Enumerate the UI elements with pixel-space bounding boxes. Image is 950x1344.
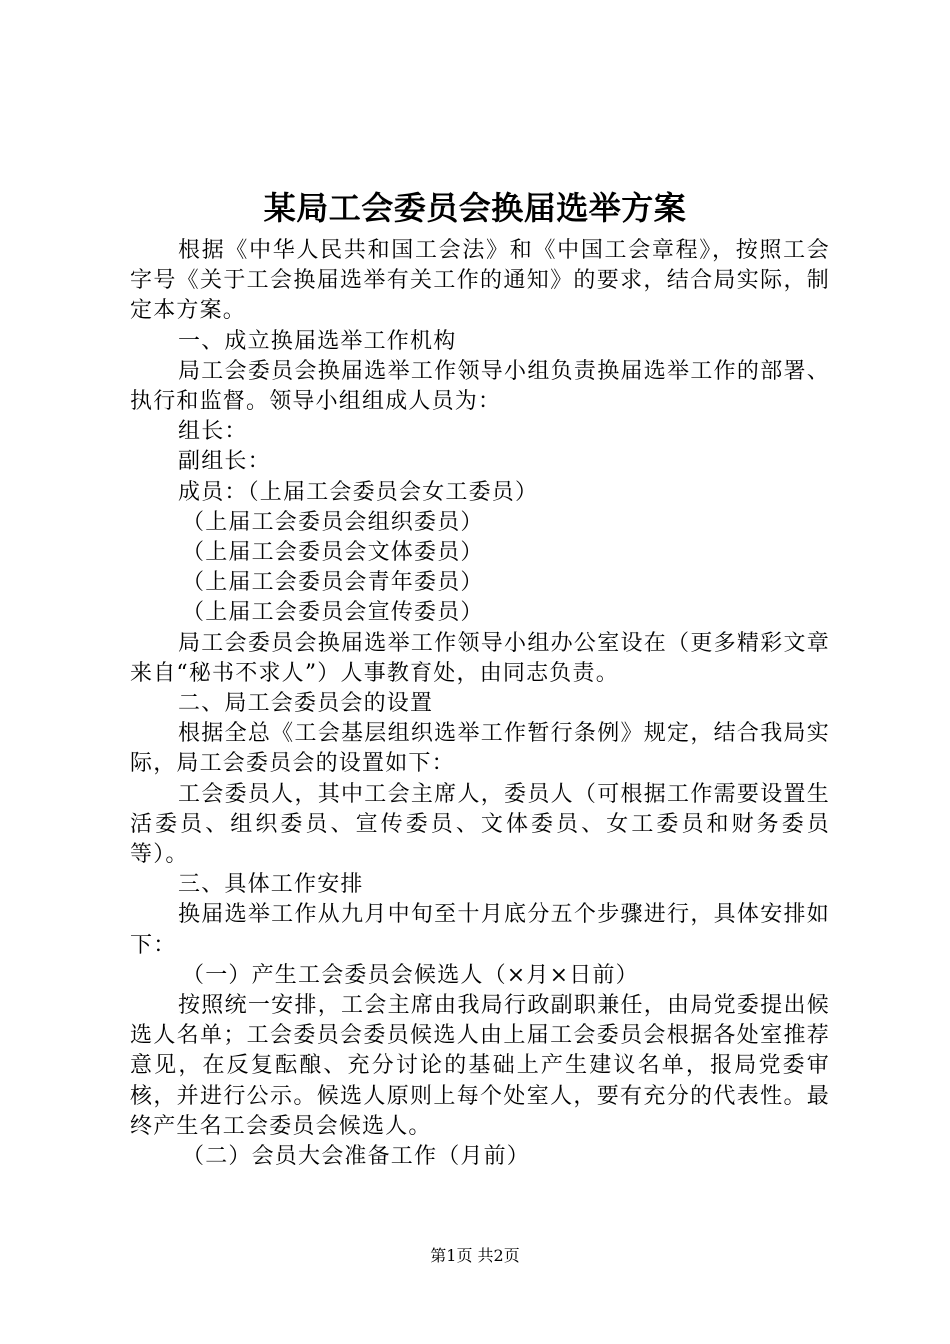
- member-line: （上届工会委员会宣传委员）: [182, 600, 484, 626]
- paragraph: 局工会委员会换届选举工作领导小组负责换届选举工作的部署、执行和监督。领导小组组成人员为：: [130, 358, 830, 415]
- section-heading-2: 二、局工会委员会的设置: [178, 691, 434, 717]
- intro-paragraph: 根据《中华人民共和国工会法》和《中国工会章程》，按照工会字号《关于工会换届选举有关工作的通知》的要求，结合局实际，制定本方案。: [130, 238, 830, 324]
- paragraph: 换届选举工作从九月中旬至十月底分五个步骤进行，具体安排如下：: [130, 902, 830, 958]
- sub-heading-2: （二）会员大会准备工作（月前）: [182, 1144, 531, 1170]
- document-title: 某局工会委员会换届选举方案: [263, 189, 687, 227]
- paragraph: 按照统一安排，工会主席由我局行政副职兼任，由局党委提出候选人名单；工会委员会委员候选人由上届工会委员会根据各处室推荐意见，在反复酝酿、充分讨论的基础上产生建议名单，报局党委审核，并进行公示。候选人原则上每个处室人，要有充分的代表性。最终产生名工会委员会候选人。: [130, 993, 830, 1139]
- member-line: （上届工会委员会文体委员）: [182, 540, 484, 566]
- member-line: （上届工会委员会青年委员）: [182, 570, 484, 596]
- section-heading-3: 三、具体工作安排: [178, 872, 364, 898]
- sub-heading-1: （一）产生工会委员会候选人（×月×日前）: [182, 962, 639, 988]
- paragraph: 局工会委员会换届选举工作领导小组办公室设在（更多精彩文章来自“秘书不求人”）人事教育处，由同志负责。: [130, 630, 830, 686]
- member-line: （上届工会委员会组织委员）: [182, 509, 484, 535]
- leader-line: 组长：: [178, 419, 248, 445]
- deputy-leader-line: 副组长：: [178, 449, 271, 475]
- document-body: [130, 236, 830, 1172]
- paragraph: 工会委员人，其中工会主席人，委员人（可根据工作需要设置生活委员、组织委员、宣传委员、文体委员、女工委员和财务委员等）。: [130, 781, 830, 868]
- page-footer: 第1页 共2页: [430, 1246, 520, 1265]
- member-line: 成员：（上届工会委员会女工委员）: [178, 479, 539, 505]
- section-heading-1: 一、成立换届选举工作机构: [178, 328, 457, 354]
- paragraph: 根据全总《工会基层组织选举工作暂行条例》规定，结合我局实际，局工会委员会的设置如下：: [130, 721, 830, 777]
